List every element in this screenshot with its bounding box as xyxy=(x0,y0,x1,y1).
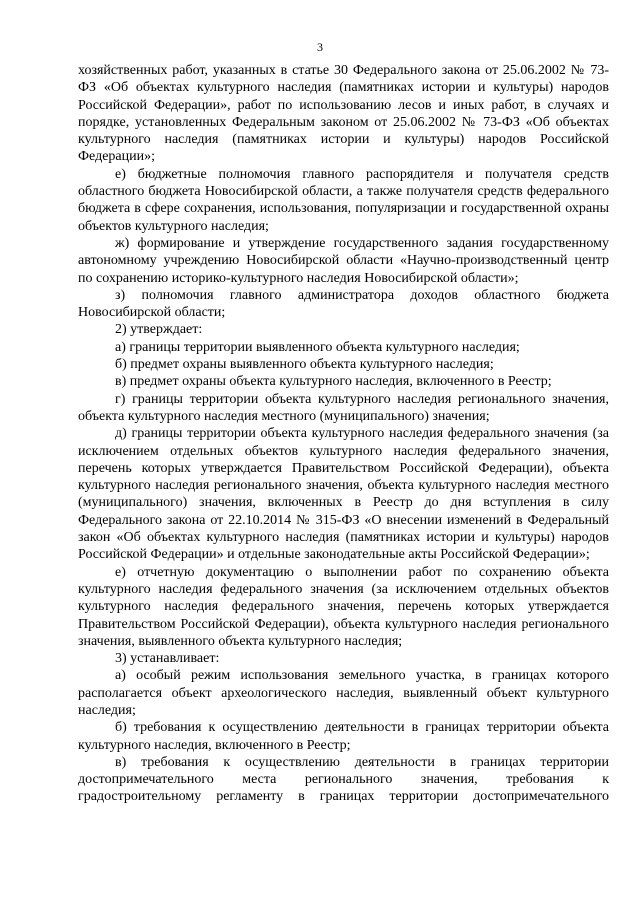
paragraph-2-item-e: е) отчетную документацию о выполнении работ по сохранению объекта культурного наследия федерального значения (за исключением отдельных объектов культурного наследия федерального значения, перечень которых утверждается Правительством Российской Федерации), объекта культурного наследия регионального значения, выявленного объекта культурного наследия; xyxy=(78,564,609,649)
paragraph-3-item-v: в) требования к осуществлению деятельности в границах территории достопримечательного места регионального значения, требования к градостроительному регламенту в границах территории достопримечательного xyxy=(78,754,609,805)
paragraph-section-2: 2) утверждает: xyxy=(115,322,203,338)
paragraph-item-zh: ж) формирование и утверждение государственного задания государственному автономному учреждению Новосибирской области «Научно-производственный центр по сохранению историко-культурного наследия Новосибирской области»; xyxy=(78,235,609,286)
paragraph-2-item-v: в) предмет охраны объекта культурного наследия, включенного в Реестр; xyxy=(115,374,552,390)
paragraph-item-z: з) полномочия главного администратора доходов областного бюджета Новосибирской области; xyxy=(78,287,609,321)
paragraph-2-item-b: б) предмет охраны выявленного объекта культурного наследия; xyxy=(115,357,494,373)
paragraph-3-item-b: б) требования к осуществлению деятельности в границах территории объекта культурного наследия, включенного в Реестр; xyxy=(78,720,609,753)
paragraph-item-e: е) бюджетные полномочия главного распорядителя и получателя средств областного бюджета Новосибирской области, а также получателя средств федерального бюджета в сфере сохранения, использования, популяризации и государственной охраны объектов культурного наследия; xyxy=(78,166,609,234)
paragraph-3-item-a: а) особый режим использования земельного участка, в границах которого располагается объект археологического наследия, выявленный объект культурного наследия; xyxy=(78,668,609,718)
paragraph-2-item-a: а) границы территории выявленного объекта культурного наследия; xyxy=(115,339,520,355)
paragraph-continuation: хозяйственных работ, указанных в статье 30 Федерального закона от 25.06.2002 № 73-ФЗ «Об объектах культурного наследия (памятниках истории и культуры) народов Российской Федерации», работ по использованию лесов и иных работ, в случаях и порядке, установленных Федеральным законом от 25.06.2002 № 73-ФЗ «Об объектах культурного наследия (памятниках истории и культуры) народов Российской Федерации»; xyxy=(78,63,609,165)
page-number: 3 xyxy=(317,40,323,54)
paragraph-2-item-d: д) границы территории объекта культурного наследия федерального значения (за исключением отдельных объектов культурного наследия федерального значения, перечень которых утверждается Правительством Российской Федерации), объекта культурного наследия регионального значения, объекта культурного наследия местного (муниципального) значения, включенных в Реестр до дня вступления в силу Федерального закона от 22.10.2014 № 315-ФЗ «О внесении изменений в Федеральный закон «Об объектах культурного наследия (памятниках истории и культуры) народов Российской Федерации» и отдельные законодательные акты Российской Федерации»; xyxy=(78,426,609,563)
paragraph-section-3: 3) устанавливает: xyxy=(115,651,220,667)
paragraph-2-item-g: г) границы территории объекта культурного наследия регионального значения, объекта культурного наследия местного (муниципального) значения; xyxy=(78,391,609,424)
document-body xyxy=(78,62,609,806)
